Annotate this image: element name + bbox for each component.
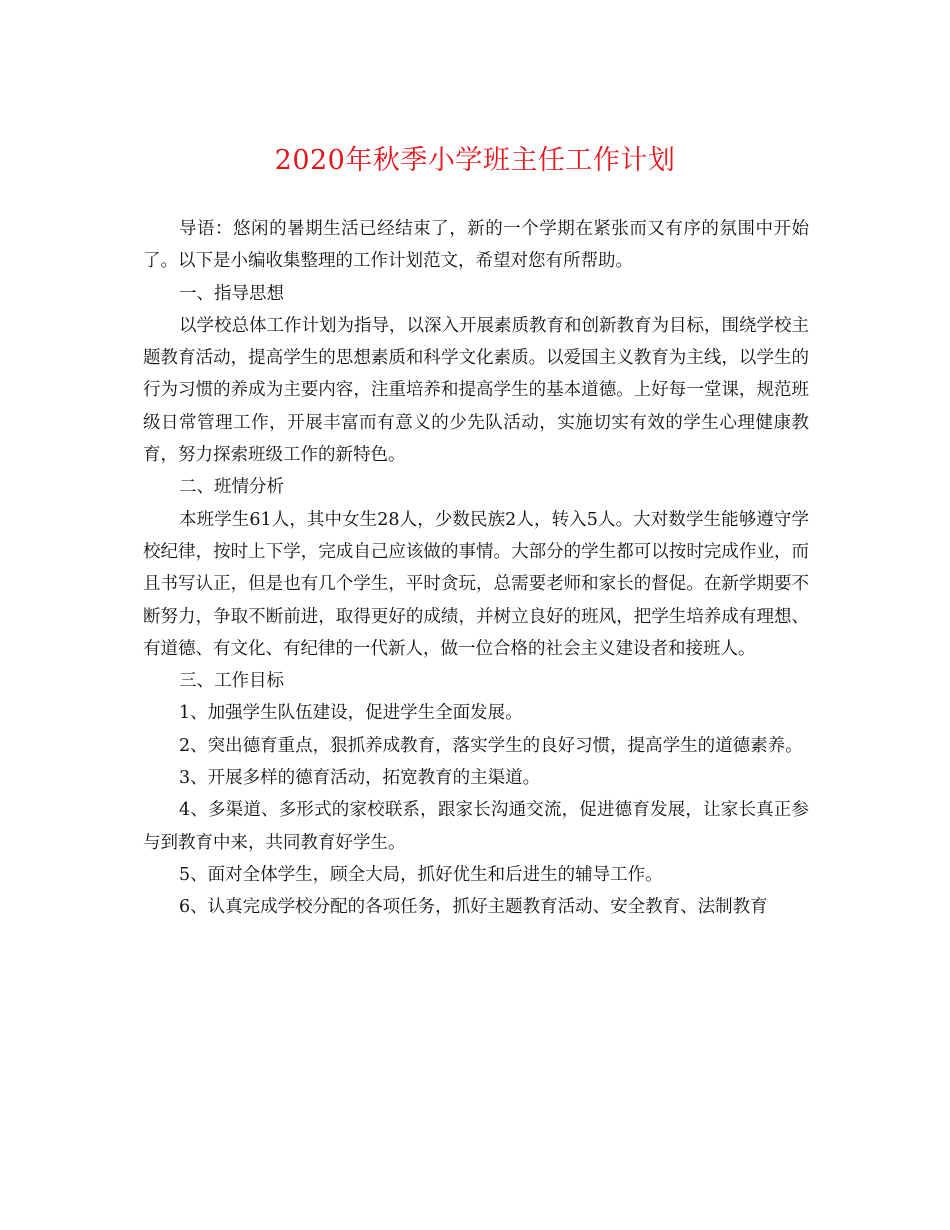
- heading-work-goals: 三、工作目标: [179, 671, 284, 692]
- goal-item-6: 6、认真完成学校分配的各项任务，抓好主题教育活动、安全教育、法制教育: [179, 897, 768, 918]
- paragraph-intro: 导语：悠闲的暑期生活已经结束了，新的一个学期在紧张而又有序的氛围中开始了。以下是小编收集整理的工作计划范文，希望对您有所帮助。: [143, 219, 809, 272]
- heading-class-analysis: 二、班情分析: [179, 477, 284, 498]
- goal-item-2: 2、突出德育重点，狠抓养成教育，落实学生的良好习惯，提高学生的道德素养。: [179, 735, 803, 756]
- goal-item-1: 1、加强学生队伍建设，促进学生全面发展。: [179, 703, 523, 724]
- paragraph-class-analysis: 本班学生61人，其中女生28人，少数民族2人，转入5人。大对数学生能够遵守学校纪律，按时上下学，完成自己应该做的事情。大部分的学生都可以按时完成作业，而且书写认正，但是也有几个学生，平时贪玩，总需要老师和家长的督促。在新学期要不断努力，争取不断前进，取得更好的成绩，并树立良好的班风，把学生培养成有理想、有道德、有文化、有纪律的一代新人，做一位合格的社会主义建设者和接班人。: [143, 509, 809, 659]
- document-title: 2020年秋季小学班主任工作计划: [274, 145, 676, 176]
- goal-item-4: 4、多渠道、多形式的家校联系，跟家长沟通交流，促进德育发展，让家长真正参与到教育中来，共同教育好学生。: [143, 800, 809, 853]
- paragraph-guiding-ideology: 以学校总体工作计划为指导，以深入开展素质教育和创新教育为目标，围绕学校主题教育活动，提高学生的思想素质和科学文化素质。以爱国主义教育为主线，以学生的行为习惯的养成为主要内容，注重培养和提高学生的基本道德。上好每一堂课，规范班级日常管理工作，开展丰富而有意义的少先队活动，实施切实有效的学生心理健康教育，努力探索班级工作的新特色。: [143, 315, 809, 466]
- document-body: [143, 213, 809, 924]
- goal-item-3: 3、开展多样的德育活动，拓宽教育的主渠道。: [179, 768, 541, 789]
- heading-guiding-ideology: 一、指导思想: [179, 283, 284, 304]
- goal-item-5: 5、面对全体学生，顾全大局，抓好优生和后进生的辅导工作。: [179, 864, 663, 885]
